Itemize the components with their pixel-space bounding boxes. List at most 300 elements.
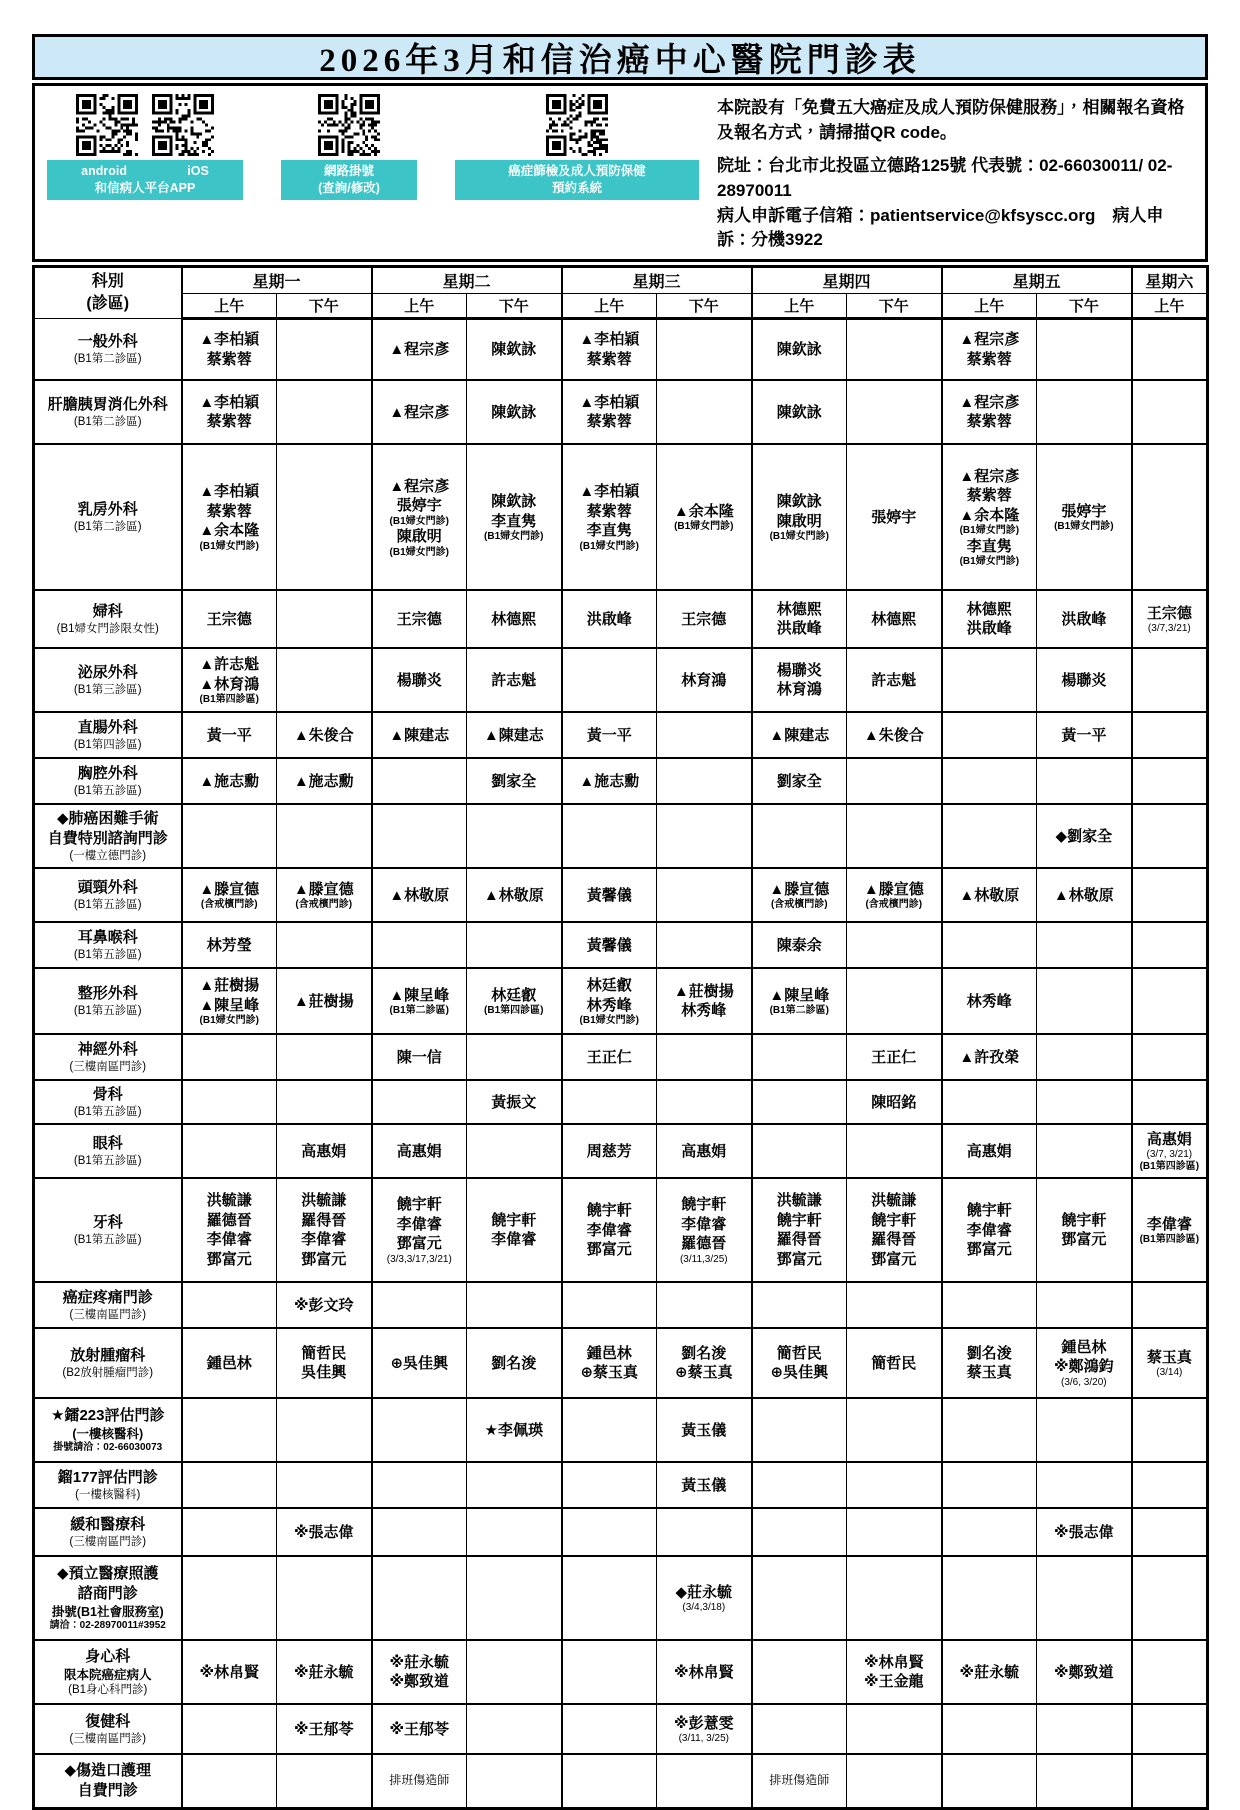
schedule-cell <box>182 1754 277 1808</box>
dept-line: (一樓立德門診) <box>69 850 147 863</box>
cell-line: 高惠娟 <box>396 1142 442 1160</box>
cell-line: 鄧富元 <box>301 1250 347 1268</box>
cell-line: ▲滕宣德 <box>863 880 924 898</box>
cell-line: 排班傷造師 <box>389 1773 450 1788</box>
dept-line: 整形外科 <box>77 985 138 1003</box>
schedule-cell <box>372 1556 467 1640</box>
schedule-row <box>34 1754 1208 1808</box>
schedule-cell <box>467 1508 562 1556</box>
dept-line: (B1第五診區) <box>73 1005 142 1018</box>
cell-line: 黃振文 <box>491 1093 537 1111</box>
cell-line: (含戒檳門診) <box>865 899 923 911</box>
schedule-row <box>34 1556 1208 1640</box>
cell-line: 饒宇軒 <box>966 1202 1012 1220</box>
schedule-cell <box>562 968 657 1034</box>
cell-line: 饒宇軒 <box>586 1202 632 1220</box>
cell-line: 鄧富元 <box>776 1250 822 1268</box>
cell-line: 陳欽詠 <box>776 340 822 358</box>
schedule-cell <box>467 1462 562 1508</box>
schedule-cell <box>1132 1178 1208 1282</box>
dept-line: ◆傷造口護理 <box>64 1761 152 1779</box>
cell-line: 羅德晉 <box>206 1211 252 1229</box>
cell-line: ※王郁苓 <box>389 1720 450 1738</box>
cell-line: ▲陳呈峰 <box>769 986 830 1004</box>
schedule-cell <box>752 1328 847 1398</box>
day-header: 星期三 <box>562 266 752 293</box>
cell-line: 洪啟峰 <box>1061 610 1107 628</box>
cell-line: ▲程宗彥 <box>389 477 450 495</box>
schedule-cell <box>467 648 562 712</box>
schedule-cell <box>657 1034 752 1080</box>
cell-line: 李偉睿 <box>396 1215 442 1233</box>
schedule-cell <box>372 1462 467 1508</box>
schedule-cell <box>847 590 942 648</box>
schedule-cell <box>1132 444 1208 590</box>
schedule-cell <box>182 1124 277 1178</box>
cell-line: (B1第二診區) <box>389 1005 449 1017</box>
dept-header <box>34 1508 182 1556</box>
schedule-cell <box>277 1178 372 1282</box>
schedule-cell <box>182 868 277 922</box>
cell-line: 羅得晉 <box>871 1231 917 1249</box>
qr-caption-top <box>51 163 239 180</box>
cell-line: ※彭薏雯 <box>673 1714 734 1732</box>
schedule-cell <box>657 1508 752 1556</box>
cell-line: (3/4,3/18) <box>682 1602 726 1614</box>
schedule-row <box>34 712 1208 758</box>
schedule-row <box>34 1034 1208 1080</box>
qr-caption <box>455 160 699 200</box>
schedule-cell <box>847 1462 942 1508</box>
schedule-cell <box>942 648 1037 712</box>
schedule-cell <box>1037 758 1132 804</box>
schedule-cell <box>1037 1282 1132 1328</box>
cell-line: 劉名浚 <box>966 1344 1012 1362</box>
qr-group <box>47 94 243 200</box>
qr-row <box>546 94 608 156</box>
schedule-cell <box>657 1398 752 1462</box>
schedule-cell <box>657 1282 752 1328</box>
qr-section <box>47 94 699 200</box>
schedule-row <box>34 648 1208 712</box>
cell-line: 陳昭銘 <box>871 1093 917 1111</box>
schedule-cell <box>752 318 847 380</box>
cell-line: ▲施志勳 <box>579 772 640 790</box>
info-box <box>32 83 1208 262</box>
schedule-cell <box>182 1080 277 1124</box>
qr-group <box>281 94 417 200</box>
cell-line: 李偉睿 <box>206 1231 252 1249</box>
cell-line: (3/11, 3/25) <box>678 1733 729 1745</box>
schedule-cell <box>467 968 562 1034</box>
schedule-row <box>34 1508 1208 1556</box>
schedule-row <box>34 868 1208 922</box>
cell-line: ▲滕宣德 <box>199 880 260 898</box>
dept-line: 身心科 <box>85 1647 131 1665</box>
schedule-cell <box>1132 1704 1208 1754</box>
cell-line: 饒宇軒 <box>776 1211 822 1229</box>
schedule-cell <box>752 1080 847 1124</box>
dept-line: (三樓南區門診) <box>69 1309 147 1322</box>
schedule-cell <box>467 1754 562 1808</box>
dept-header <box>34 1282 182 1328</box>
schedule-cell <box>942 868 1037 922</box>
schedule-cell <box>752 1462 847 1508</box>
cell-line: 洪啟峰 <box>776 620 822 638</box>
schedule-cell <box>1037 1328 1132 1398</box>
schedule-cell <box>847 1754 942 1808</box>
schedule-cell <box>847 1640 942 1704</box>
schedule-cell <box>657 590 752 648</box>
cell-line: (B1第四診區) <box>1139 1161 1200 1173</box>
cell-line: 王宗德 <box>206 610 252 628</box>
schedule-cell <box>467 380 562 444</box>
cell-line: (B1婦女門診) <box>389 546 449 558</box>
cell-line: 林秀峰 <box>966 992 1012 1010</box>
am-header: 上午 <box>182 293 277 318</box>
cell-line: 鄧富元 <box>396 1235 442 1253</box>
schedule-cell <box>1132 1398 1208 1462</box>
schedule-cell <box>657 968 752 1034</box>
cell-line: 簡哲民 <box>871 1354 917 1372</box>
cell-line: ▲陳建志 <box>483 726 544 744</box>
dept-line: (B1第五診區) <box>73 1234 142 1247</box>
schedule-cell <box>277 380 372 444</box>
schedule-cell <box>942 968 1037 1034</box>
cell-line: ★李佩瑛 <box>484 1421 543 1439</box>
cell-line: 周慈芳 <box>586 1142 632 1160</box>
cell-line: 林德熙 <box>871 610 917 628</box>
cell-line: 黃一平 <box>206 726 252 744</box>
schedule-cell <box>182 1282 277 1328</box>
am-header: 上午 <box>372 293 467 318</box>
schedule-cell <box>752 1034 847 1080</box>
cell-line: 洪毓謙 <box>871 1192 917 1210</box>
schedule-cell <box>942 1080 1037 1124</box>
schedule-cell <box>562 1640 657 1704</box>
schedule-cell <box>467 804 562 868</box>
schedule-cell <box>182 968 277 1034</box>
schedule-cell <box>467 1080 562 1124</box>
cell-line: 鄧富元 <box>871 1250 917 1268</box>
cell-line: 楊聯炎 <box>1061 671 1107 689</box>
cell-line: 洪啟峰 <box>966 620 1012 638</box>
cell-line: (3/11,3/25) <box>679 1253 728 1265</box>
schedule-cell <box>847 1124 942 1178</box>
schedule-cell <box>1037 1556 1132 1640</box>
cell-line: ▲林敬原 <box>389 886 450 904</box>
dept-line: 緩和醫療科 <box>70 1516 146 1534</box>
dept-header <box>34 590 182 648</box>
dept-line: (B1婦女門診限女性) <box>56 623 159 636</box>
cell-line: (B1婦女門診) <box>389 515 449 527</box>
cell-line: ※莊永毓 <box>389 1653 450 1671</box>
dept-line: 請洽：02-28970011#3952 <box>49 1620 166 1632</box>
schedule-cell <box>942 1704 1037 1754</box>
schedule-cell <box>372 1282 467 1328</box>
cell-line: ▲莊樹揚 <box>293 992 354 1010</box>
schedule-cell <box>847 1508 942 1556</box>
cell-line: (B1第四診區) <box>199 694 259 706</box>
schedule-cell <box>942 922 1037 968</box>
schedule-cell <box>752 758 847 804</box>
schedule-cell <box>467 444 562 590</box>
day-header: 星期四 <box>752 266 942 293</box>
day-header: 星期五 <box>942 266 1132 293</box>
cell-line: 劉家全 <box>776 772 822 790</box>
schedule-cell <box>1037 968 1132 1034</box>
dept-line: 直腸外科 <box>77 719 138 737</box>
schedule-cell <box>1037 1398 1132 1462</box>
cell-line: ▲陳呈峰 <box>199 996 260 1014</box>
cell-line: ※莊永毓 <box>959 1663 1020 1681</box>
cell-line: ▲程宗彥 <box>959 467 1020 485</box>
schedule-cell <box>942 1328 1037 1398</box>
corner-header-line: (診區) <box>86 294 130 312</box>
schedule-cell <box>467 758 562 804</box>
cell-line: ▲程宗彥 <box>959 331 1020 349</box>
cell-line: 鄧富元 <box>1061 1231 1107 1249</box>
cell-line: ▲滕宣德 <box>293 880 354 898</box>
corner-header-line: 科別 <box>91 273 124 291</box>
cell-line: ※鄭鴻鈞 <box>1054 1358 1114 1376</box>
schedule-cell <box>372 444 467 590</box>
dept-line: ◆肺癌困難手術 <box>56 809 159 827</box>
schedule-cell <box>752 1398 847 1462</box>
schedule-cell <box>942 1398 1037 1462</box>
dept-line: (三樓南區門診) <box>69 1733 147 1746</box>
schedule-cell <box>562 1080 657 1124</box>
cell-line: 陳欽詠 <box>491 340 537 358</box>
dept-line: 一般外科 <box>77 332 138 350</box>
schedule-cell <box>277 1034 372 1080</box>
pm-header: 下午 <box>1037 293 1132 318</box>
cell-line: (B1第四診區) <box>1139 1234 1200 1246</box>
schedule-cell <box>372 1398 467 1462</box>
schedule-cell <box>847 648 942 712</box>
schedule-cell <box>372 1640 467 1704</box>
am-header: 上午 <box>1132 293 1208 318</box>
cell-line: ▲林敬原 <box>483 886 544 904</box>
schedule-row <box>34 1080 1208 1124</box>
cell-line: ※林帛賢 <box>864 1653 924 1671</box>
cell-line: ▲許孜榮 <box>959 1048 1020 1066</box>
cell-line: 蔡紫蓉 <box>206 350 252 368</box>
cell-line: 洪毓謙 <box>206 1192 252 1210</box>
cell-line: 饒宇軒 <box>681 1196 727 1214</box>
cell-line: ※莊永毓 <box>293 1663 354 1681</box>
schedule-cell <box>1037 1508 1132 1556</box>
cell-line: ▲莊樹揚 <box>199 977 260 995</box>
schedule-cell <box>657 380 752 444</box>
cell-line: 李偉睿 <box>681 1215 727 1233</box>
schedule-cell <box>562 590 657 648</box>
cell-line: 楊聯炎 <box>396 671 442 689</box>
cell-line: 羅德晉 <box>681 1235 727 1253</box>
cell-line: 蔡紫蓉 <box>966 413 1012 431</box>
schedule-cell <box>277 868 372 922</box>
schedule-cell <box>752 1754 847 1808</box>
cell-line: (3/7,3/21) <box>1147 623 1191 635</box>
schedule-cell <box>277 758 372 804</box>
cell-line: ※鄭致道 <box>389 1673 450 1691</box>
cell-line: ▲林育鴻 <box>199 675 260 693</box>
schedule-cell <box>1132 968 1208 1034</box>
schedule-row <box>34 1640 1208 1704</box>
cell-line: 饒宇軒 <box>396 1196 442 1214</box>
cell-line: ▲程宗彥 <box>389 403 450 421</box>
schedule-cell <box>182 758 277 804</box>
dept-header <box>34 318 182 380</box>
cell-line: (B1婦女門診) <box>484 531 544 543</box>
schedule-cell <box>182 318 277 380</box>
schedule-cell <box>942 1178 1037 1282</box>
schedule-cell <box>277 1640 372 1704</box>
schedule-cell <box>847 1282 942 1328</box>
schedule-cell <box>467 1124 562 1178</box>
cell-line: ▲程宗彥 <box>959 393 1020 411</box>
cell-line: 陳欽詠 <box>776 493 822 511</box>
cell-line: (B1婦女門診) <box>1054 521 1114 533</box>
schedule-cell <box>182 590 277 648</box>
schedule-cell <box>182 1398 277 1462</box>
schedule-cell <box>1132 1462 1208 1508</box>
cell-line: 李偉睿 <box>586 1221 632 1239</box>
cell-line: (3/14) <box>1156 1367 1183 1379</box>
schedule-cell <box>847 380 942 444</box>
dept-line: 婦科 <box>92 603 123 621</box>
cell-line: ▲李柏穎 <box>199 393 260 411</box>
schedule-cell <box>372 868 467 922</box>
schedule-cell <box>942 712 1037 758</box>
dept-line: 自費特別諮詢門診 <box>47 830 168 848</box>
dept-header <box>34 444 182 590</box>
dept-line: 掛號(B1社會服務室) <box>51 1605 164 1620</box>
cell-line: ⊕蔡玉真 <box>580 1364 639 1382</box>
schedule-cell <box>182 1328 277 1398</box>
info-text <box>717 94 1195 253</box>
schedule-cell <box>847 1556 942 1640</box>
schedule-cell <box>847 968 942 1034</box>
cell-line: ▲林敬原 <box>959 886 1020 904</box>
schedule-cell <box>1037 1178 1132 1282</box>
schedule-cell <box>562 380 657 444</box>
schedule-cell <box>182 1178 277 1282</box>
schedule-cell <box>752 1556 847 1640</box>
schedule-cell <box>1132 1328 1208 1398</box>
cell-line: 陳啟明 <box>396 528 442 546</box>
dept-line: (B1第二診區) <box>73 416 142 429</box>
schedule-cell <box>1132 712 1208 758</box>
schedule-cell <box>467 922 562 968</box>
schedule-cell <box>1037 1034 1132 1080</box>
cell-line: 張婷宇 <box>396 497 442 515</box>
schedule-cell <box>942 590 1037 648</box>
cell-line: 高惠娟 <box>301 1142 347 1160</box>
screening-notice: 本院設有「免費五大癌症及成人預防保健服務」，相關報名資格及報名方式，請掃描QR code。 <box>717 98 1185 142</box>
cell-line: 王正仁 <box>871 1048 917 1066</box>
schedule-cell <box>372 922 467 968</box>
cell-line: (3/6, 3/20) <box>1061 1376 1107 1388</box>
cell-line: 蔡紫蓉 <box>966 487 1012 505</box>
cell-line: ▲李柏穎 <box>579 483 640 501</box>
schedule-cell <box>372 712 467 758</box>
schedule-cell <box>752 590 847 648</box>
schedule-wrap <box>32 265 1208 1810</box>
dept-header <box>34 1754 182 1808</box>
schedule-cell <box>182 380 277 444</box>
schedule-cell <box>1132 1080 1208 1124</box>
schedule-row <box>34 1178 1208 1282</box>
schedule-cell <box>752 1124 847 1178</box>
schedule-cell <box>562 1556 657 1640</box>
dept-header <box>34 758 182 804</box>
schedule-cell <box>1037 712 1132 758</box>
schedule-cell <box>1037 1640 1132 1704</box>
cell-line: 高惠娟 <box>1146 1130 1192 1148</box>
title-bar <box>32 34 1208 80</box>
schedule-cell <box>562 1704 657 1754</box>
schedule-cell <box>1037 648 1132 712</box>
page-title: 2026年3月和信治癌中心醫院門診表 <box>319 42 921 79</box>
cell-line: ▲余本隆 <box>199 522 260 540</box>
cell-line: 黃馨儀 <box>586 936 632 954</box>
cell-line: 陳欽詠 <box>491 493 537 511</box>
cell-line: ▲莊樹揚 <box>673 982 734 1000</box>
cell-line: 李偉睿 <box>1146 1215 1192 1233</box>
dept-header <box>34 1034 182 1080</box>
dept-header <box>34 968 182 1034</box>
dept-header <box>34 1704 182 1754</box>
dept-line: 眼科 <box>92 1135 123 1153</box>
cell-line: ▲許志魁 <box>199 656 260 674</box>
schedule-cell <box>372 1508 467 1556</box>
schedule-cell <box>942 1556 1037 1640</box>
cell-line: (含戒檳門診) <box>200 899 258 911</box>
dept-line: (B1第五診區) <box>73 785 142 798</box>
schedule-cell <box>562 444 657 590</box>
cell-line: 李直隽 <box>586 522 632 540</box>
qr-row <box>318 94 380 156</box>
cell-line: 饒宇軒 <box>491 1211 537 1229</box>
cell-line: ▲滕宣德 <box>769 880 830 898</box>
schedule-cell <box>657 1124 752 1178</box>
corner-header <box>34 266 182 318</box>
cell-line: ⊕吳佳興 <box>770 1364 829 1382</box>
cell-line: (3/3,3/17,3/21) <box>386 1253 452 1265</box>
schedule-row <box>34 1328 1208 1398</box>
schedule-cell <box>182 444 277 590</box>
dept-line: 放射腫瘤科 <box>70 1347 146 1365</box>
schedule-cell <box>942 380 1037 444</box>
schedule-cell <box>1132 868 1208 922</box>
cell-line: ⊕吳佳興 <box>390 1354 449 1372</box>
cell-line: 高惠娟 <box>681 1142 727 1160</box>
schedule-cell <box>182 1556 277 1640</box>
cell-line: 簡哲民 <box>776 1344 822 1362</box>
cell-line: (含戒檳門診) <box>295 899 353 911</box>
schedule-cell <box>372 758 467 804</box>
schedule-cell <box>752 922 847 968</box>
cell-line: 林廷叡 <box>491 986 537 1004</box>
schedule-cell <box>942 1754 1037 1808</box>
schedule-cell <box>372 1704 467 1754</box>
cell-line: (含戒檳門診) <box>770 899 828 911</box>
cell-line: 劉家全 <box>491 772 537 790</box>
schedule-cell <box>1037 922 1132 968</box>
dept-header <box>34 1080 182 1124</box>
schedule-row <box>34 922 1208 968</box>
